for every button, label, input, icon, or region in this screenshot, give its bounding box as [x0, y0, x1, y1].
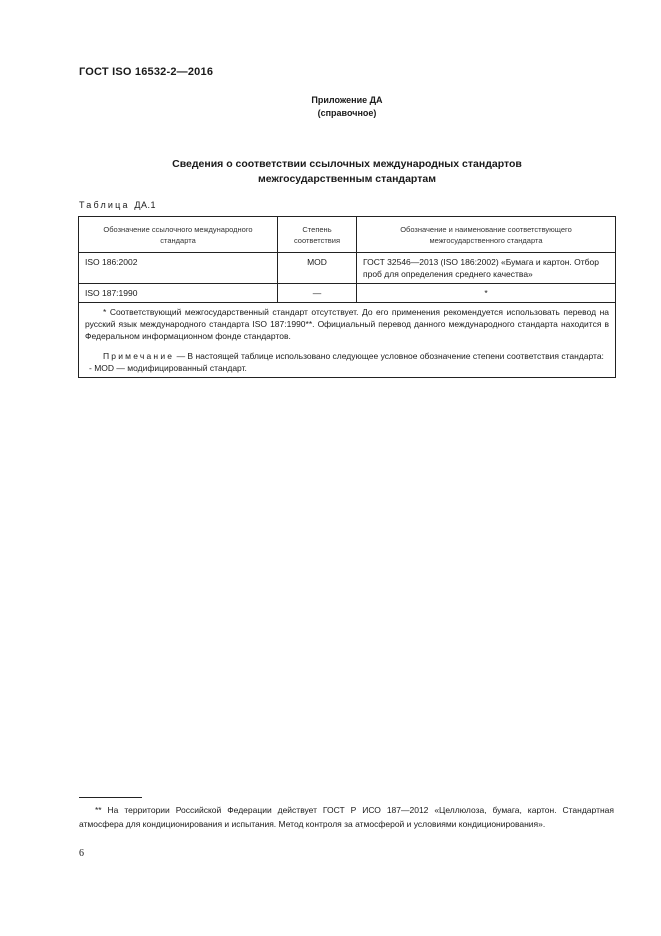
table-caption: [79, 200, 156, 210]
annex-title: Приложение ДА: [311, 95, 383, 105]
section-title: [0, 157, 661, 187]
correspondence-table: [78, 216, 616, 378]
table-note: [85, 350, 609, 362]
column-header-degree: Степень соответствия: [278, 217, 357, 253]
cell-national: *: [357, 284, 616, 303]
section-title-line-1: Сведения о соответствии ссылочных международных стандартов: [172, 158, 522, 170]
table-header-row: [79, 217, 616, 253]
section-title-line-2: межгосударственным стандартам: [258, 173, 436, 185]
cell-reference: ISO 187:1990: [79, 284, 278, 303]
annex-subtitle: (справочное): [317, 108, 377, 118]
table-notes-cell: [79, 303, 616, 378]
cell-reference: ISO 186:2002: [79, 253, 278, 284]
table-footnote-star: * Соответствующий межгосударственный стандарт отсутствует. До его применения рекомендуется использовать перевод на русский язык международного стандарта ISO 187:1990**. Официальный перевод данного международного стандарта находится в Федеральном информационном фонде стандартов.: [85, 307, 609, 341]
footnote-divider: [79, 797, 142, 798]
table-note-text: — В настоящей таблице использовано следующее условное обозначение степени соответствия стандарта:: [174, 351, 604, 361]
table-notes-row: [79, 303, 616, 378]
column-header-reference: Обозначение ссылочного международного стандарта: [79, 217, 278, 253]
cell-degree: MOD: [278, 253, 357, 284]
table-row: [79, 253, 616, 284]
table-note-label: Примечание: [103, 351, 175, 361]
cell-degree: —: [278, 284, 357, 303]
table-caption-label: Таблица: [79, 200, 130, 210]
page-footnote: ** На территории Российской Федерации действует ГОСТ Р ИСО 187—2012 «Целлюлоза, бумага, картон. Стандартная атмосфера для кондиционирования и испытания. Метод контроля за атмосферой и условиями кондиционирования».: [79, 805, 614, 829]
table-note-item: - MOD — модифицированный стандарт.: [89, 363, 247, 373]
table-row: [79, 284, 616, 303]
document-header-title: ГОСТ ISO 16532-2—2016: [79, 66, 214, 78]
cell-national: ГОСТ 32546—2013 (ISO 186:2002) «Бумага и картон. Отбор проб для определения среднего качества»: [357, 253, 616, 284]
column-header-national: Обозначение и наименование соответствующего межгосударственного стандарта: [357, 217, 616, 253]
table-caption-number: ДА.1: [134, 200, 157, 210]
page-number: 6: [79, 848, 84, 859]
